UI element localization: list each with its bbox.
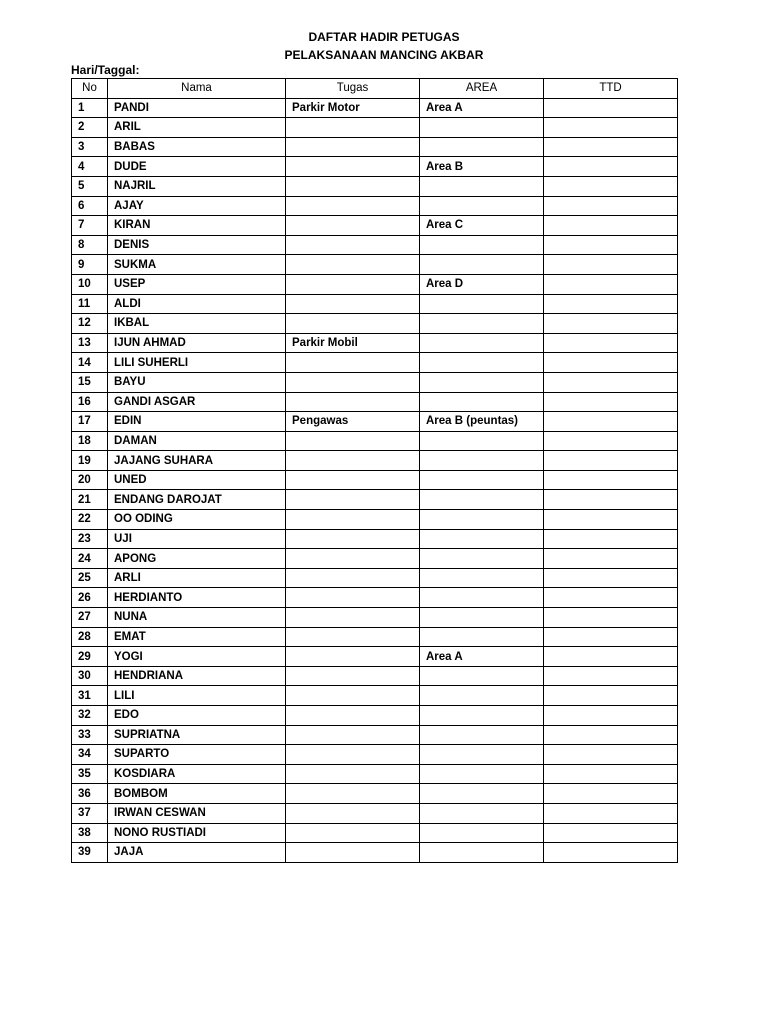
cell-ttd[interactable] [544, 764, 678, 784]
cell-tugas [286, 353, 420, 373]
cell-area: Area B [420, 157, 544, 177]
table-row [72, 529, 678, 549]
cell-area [420, 118, 544, 138]
cell-nama: NONO RUSTIADI [108, 823, 286, 843]
cell-area [420, 176, 544, 196]
cell-nama: HENDRIANA [108, 666, 286, 686]
table-row [72, 392, 678, 412]
cell-ttd[interactable] [544, 529, 678, 549]
cell-no: 11 [72, 294, 108, 314]
cell-tugas [286, 294, 420, 314]
cell-no: 6 [72, 196, 108, 216]
cell-area [420, 137, 544, 157]
cell-nama: IRWAN CESWAN [108, 803, 286, 823]
cell-tugas [286, 470, 420, 490]
cell-tugas [286, 745, 420, 765]
cell-tugas [286, 137, 420, 157]
table-row [72, 647, 678, 667]
cell-ttd[interactable] [544, 803, 678, 823]
cell-nama: USEP [108, 274, 286, 294]
cell-nama: APONG [108, 549, 286, 569]
cell-area: Area D [420, 274, 544, 294]
cell-no: 28 [72, 627, 108, 647]
cell-nama: DAMAN [108, 431, 286, 451]
cell-no: 29 [72, 647, 108, 667]
cell-area [420, 255, 544, 275]
table-row [72, 333, 678, 353]
cell-area: Area B (peuntas) [420, 412, 544, 432]
table-row [72, 196, 678, 216]
table-row [72, 686, 678, 706]
cell-ttd[interactable] [544, 549, 678, 569]
cell-no: 33 [72, 725, 108, 745]
cell-area [420, 843, 544, 863]
cell-ttd[interactable] [544, 627, 678, 647]
cell-tugas [286, 118, 420, 138]
table-row [72, 764, 678, 784]
cell-ttd[interactable] [544, 392, 678, 412]
cell-nama: BAYU [108, 372, 286, 392]
cell-area [420, 431, 544, 451]
cell-no: 39 [72, 843, 108, 863]
cell-area [420, 235, 544, 255]
table-row [72, 274, 678, 294]
table-row [72, 608, 678, 628]
cell-no: 8 [72, 235, 108, 255]
cell-area [420, 823, 544, 843]
cell-no: 7 [72, 216, 108, 236]
cell-no: 32 [72, 706, 108, 726]
cell-ttd[interactable] [544, 137, 678, 157]
cell-tugas [286, 490, 420, 510]
cell-nama: PANDI [108, 98, 286, 118]
cell-ttd[interactable] [544, 745, 678, 765]
header-tugas: Tugas [286, 79, 420, 99]
cell-tugas [286, 549, 420, 569]
cell-ttd[interactable] [544, 157, 678, 177]
cell-no: 5 [72, 176, 108, 196]
cell-tugas [286, 784, 420, 804]
document-title: DAFTAR HADIR PETUGAS [308, 30, 460, 44]
cell-ttd[interactable] [544, 176, 678, 196]
table-row [72, 118, 678, 138]
cell-no: 36 [72, 784, 108, 804]
table-row [72, 137, 678, 157]
table-row [72, 451, 678, 471]
table-row [72, 255, 678, 275]
cell-nama: JAJANG SUHARA [108, 451, 286, 471]
cell-ttd[interactable] [544, 196, 678, 216]
cell-ttd[interactable] [544, 294, 678, 314]
cell-nama: ARIL [108, 118, 286, 138]
cell-tugas [286, 803, 420, 823]
cell-area [420, 490, 544, 510]
cell-no: 13 [72, 333, 108, 353]
cell-area [420, 510, 544, 530]
cell-no: 18 [72, 431, 108, 451]
cell-no: 1 [72, 98, 108, 118]
table-row [72, 216, 678, 236]
date-label: Hari/Taggal: [71, 63, 140, 77]
table-row [72, 588, 678, 608]
cell-tugas [286, 510, 420, 530]
cell-nama: KOSDIARA [108, 764, 286, 784]
cell-no: 4 [72, 157, 108, 177]
table-row [72, 784, 678, 804]
cell-no: 10 [72, 274, 108, 294]
cell-tugas [286, 627, 420, 647]
cell-ttd[interactable] [544, 588, 678, 608]
cell-area: Area A [420, 647, 544, 667]
cell-area: Area C [420, 216, 544, 236]
cell-no: 20 [72, 470, 108, 490]
cell-area [420, 568, 544, 588]
table-row [72, 706, 678, 726]
cell-no: 25 [72, 568, 108, 588]
table-row [72, 176, 678, 196]
table-row [72, 314, 678, 334]
table-row [72, 843, 678, 863]
table-row [72, 568, 678, 588]
cell-nama: EDO [108, 706, 286, 726]
document-subtitle: PELAKSANAAN MANCING AKBAR [284, 48, 484, 62]
cell-nama: ENDANG DAROJAT [108, 490, 286, 510]
cell-tugas [286, 235, 420, 255]
cell-no: 38 [72, 823, 108, 843]
cell-tugas [286, 314, 420, 334]
header-area: AREA [420, 79, 544, 99]
cell-nama: GANDI ASGAR [108, 392, 286, 412]
cell-ttd[interactable] [544, 470, 678, 490]
cell-ttd[interactable] [544, 647, 678, 667]
cell-no: 19 [72, 451, 108, 471]
cell-tugas [286, 392, 420, 412]
cell-area [420, 333, 544, 353]
cell-area [420, 529, 544, 549]
header-nama: Nama [108, 79, 286, 99]
table-row [72, 372, 678, 392]
cell-area [420, 451, 544, 471]
cell-ttd[interactable] [544, 568, 678, 588]
cell-no: 30 [72, 666, 108, 686]
table-row [72, 823, 678, 843]
header-ttd: TTD [544, 79, 678, 99]
cell-nama: UNED [108, 470, 286, 490]
cell-no: 23 [72, 529, 108, 549]
cell-ttd[interactable] [544, 490, 678, 510]
cell-area [420, 588, 544, 608]
cell-tugas [286, 216, 420, 236]
cell-nama: AJAY [108, 196, 286, 216]
cell-nama: BABAS [108, 137, 286, 157]
cell-tugas [286, 451, 420, 471]
cell-ttd[interactable] [544, 118, 678, 138]
cell-area: Area A [420, 98, 544, 118]
cell-area [420, 314, 544, 334]
cell-ttd[interactable] [544, 216, 678, 236]
cell-nama: UJI [108, 529, 286, 549]
cell-area [420, 725, 544, 745]
cell-no: 26 [72, 588, 108, 608]
table-row [72, 235, 678, 255]
table-row [72, 627, 678, 647]
cell-nama: SUKMA [108, 255, 286, 275]
cell-area [420, 294, 544, 314]
table-row [72, 157, 678, 177]
cell-area [420, 470, 544, 490]
cell-ttd[interactable] [544, 333, 678, 353]
cell-area [420, 784, 544, 804]
cell-nama: EDIN [108, 412, 286, 432]
cell-tugas [286, 176, 420, 196]
cell-ttd[interactable] [544, 372, 678, 392]
cell-area [420, 706, 544, 726]
cell-no: 31 [72, 686, 108, 706]
cell-nama: HERDIANTO [108, 588, 286, 608]
table-row [72, 803, 678, 823]
cell-nama: YOGI [108, 647, 286, 667]
cell-area [420, 764, 544, 784]
cell-nama: EMAT [108, 627, 286, 647]
cell-tugas [286, 255, 420, 275]
table-row [72, 431, 678, 451]
cell-ttd[interactable] [544, 255, 678, 275]
cell-area [420, 608, 544, 628]
table-row [72, 745, 678, 765]
cell-area [420, 745, 544, 765]
cell-nama: JAJA [108, 843, 286, 863]
cell-ttd[interactable] [544, 412, 678, 432]
cell-nama: IJUN AHMAD [108, 333, 286, 353]
cell-ttd[interactable] [544, 823, 678, 843]
cell-tugas [286, 725, 420, 745]
cell-ttd[interactable] [544, 431, 678, 451]
table-row [72, 510, 678, 530]
cell-ttd[interactable] [544, 784, 678, 804]
table-row [72, 470, 678, 490]
cell-no: 37 [72, 803, 108, 823]
cell-ttd[interactable] [544, 843, 678, 863]
cell-ttd[interactable] [544, 666, 678, 686]
table-row [72, 353, 678, 373]
cell-nama: IKBAL [108, 314, 286, 334]
cell-ttd[interactable] [544, 706, 678, 726]
cell-nama: NUNA [108, 608, 286, 628]
cell-no: 21 [72, 490, 108, 510]
cell-area [420, 372, 544, 392]
cell-tugas [286, 686, 420, 706]
cell-no: 14 [72, 353, 108, 373]
cell-ttd[interactable] [544, 314, 678, 334]
cell-no: 34 [72, 745, 108, 765]
cell-ttd[interactable] [544, 274, 678, 294]
cell-ttd[interactable] [544, 98, 678, 118]
cell-tugas [286, 647, 420, 667]
table-row [72, 294, 678, 314]
cell-area [420, 196, 544, 216]
cell-nama: LILI [108, 686, 286, 706]
cell-tugas [286, 608, 420, 628]
cell-tugas [286, 666, 420, 686]
cell-area [420, 803, 544, 823]
cell-area [420, 686, 544, 706]
cell-tugas: Pengawas [286, 412, 420, 432]
cell-no: 12 [72, 314, 108, 334]
cell-tugas [286, 588, 420, 608]
cell-nama: OO ODING [108, 510, 286, 530]
cell-ttd[interactable] [544, 725, 678, 745]
cell-tugas: Parkir Mobil [286, 333, 420, 353]
table-row [72, 98, 678, 118]
cell-tugas: Parkir Motor [286, 98, 420, 118]
cell-tugas [286, 431, 420, 451]
cell-tugas [286, 274, 420, 294]
cell-nama: SUPRIATNA [108, 725, 286, 745]
cell-nama: DUDE [108, 157, 286, 177]
cell-tugas [286, 568, 420, 588]
cell-ttd[interactable] [544, 353, 678, 373]
cell-nama: NAJRIL [108, 176, 286, 196]
cell-nama: BOMBOM [108, 784, 286, 804]
cell-ttd[interactable] [544, 235, 678, 255]
table-row [72, 549, 678, 569]
cell-no: 9 [72, 255, 108, 275]
cell-area [420, 353, 544, 373]
cell-ttd[interactable] [544, 510, 678, 530]
cell-area [420, 627, 544, 647]
cell-tugas [286, 706, 420, 726]
cell-no: 22 [72, 510, 108, 530]
cell-area [420, 392, 544, 412]
cell-area [420, 549, 544, 569]
cell-nama: SUPARTO [108, 745, 286, 765]
cell-nama: LILI SUHERLI [108, 353, 286, 373]
cell-nama: DENIS [108, 235, 286, 255]
cell-ttd[interactable] [544, 608, 678, 628]
table-row [72, 666, 678, 686]
cell-ttd[interactable] [544, 686, 678, 706]
header-no: No [72, 79, 108, 99]
cell-no: 24 [72, 549, 108, 569]
table-row [72, 490, 678, 510]
cell-tugas [286, 764, 420, 784]
cell-tugas [286, 823, 420, 843]
table-header-row [72, 79, 678, 99]
cell-tugas [286, 529, 420, 549]
cell-tugas [286, 196, 420, 216]
cell-ttd[interactable] [544, 451, 678, 471]
cell-no: 3 [72, 137, 108, 157]
cell-no: 27 [72, 608, 108, 628]
cell-no: 35 [72, 764, 108, 784]
table-row [72, 725, 678, 745]
cell-tugas [286, 843, 420, 863]
cell-no: 16 [72, 392, 108, 412]
attendance-table [71, 78, 678, 863]
cell-nama: KIRAN [108, 216, 286, 236]
cell-tugas [286, 157, 420, 177]
cell-nama: ALDI [108, 294, 286, 314]
cell-nama: ARLI [108, 568, 286, 588]
cell-no: 17 [72, 412, 108, 432]
cell-tugas [286, 372, 420, 392]
table-row [72, 412, 678, 432]
cell-area [420, 666, 544, 686]
cell-no: 2 [72, 118, 108, 138]
cell-no: 15 [72, 372, 108, 392]
